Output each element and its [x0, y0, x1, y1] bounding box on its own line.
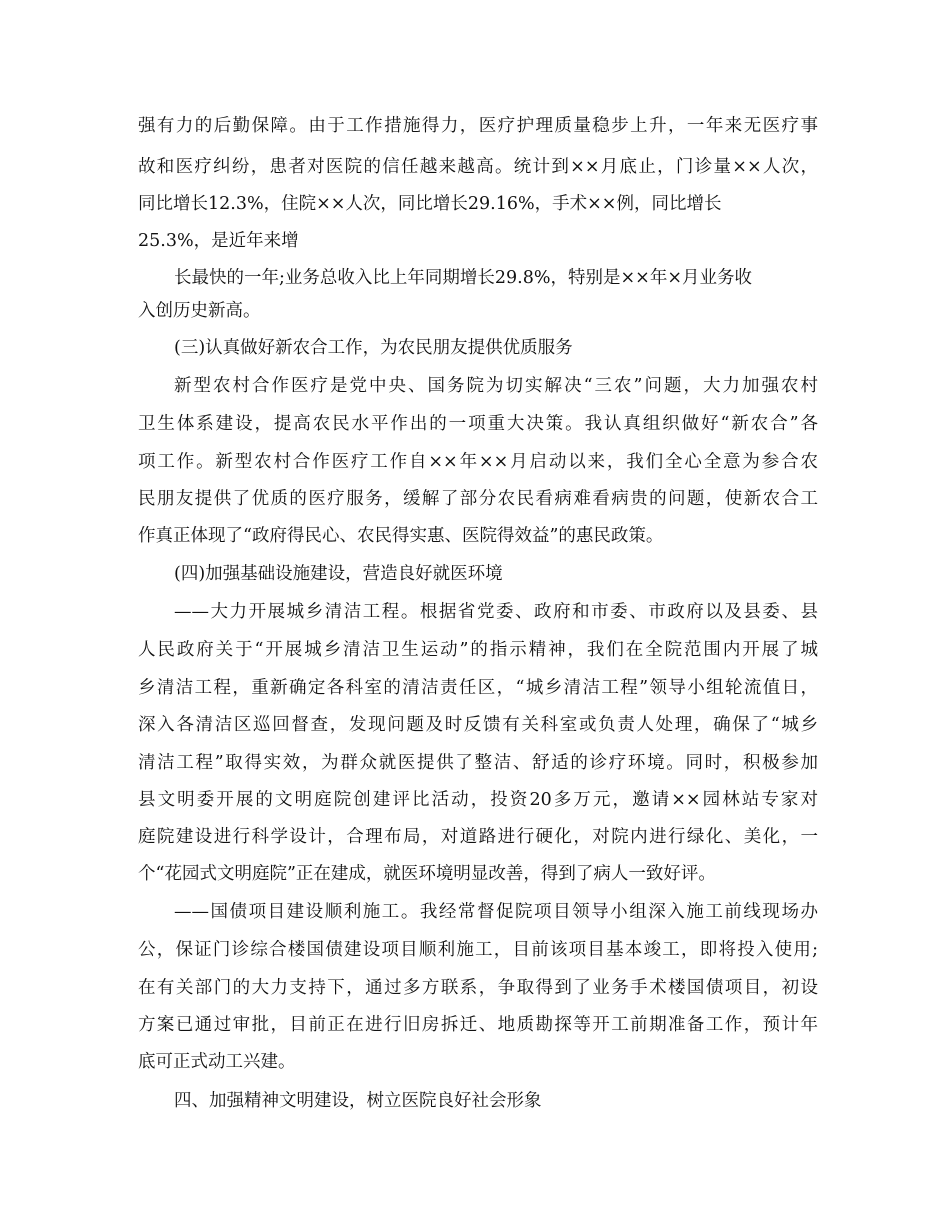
paragraph-line: 强有力的后勤保障。由于工作措施得力，医疗护理质量稳步上升，一年来无医疗事	[138, 116, 818, 136]
paragraph-line: 清洁工程”取得实效，为群众就医提供了整洁、舒适的诊疗环境。同时，积极参加	[138, 753, 818, 773]
paragraph-line: 同比增长12.3%，住院××人次，同比增长29.16%，手术××例，同比增长	[138, 194, 722, 214]
paragraph-line: 人民政府关于“开展城乡清洁卫生运动”的指示精神，我们在全院范围内开展了城	[138, 640, 818, 660]
section-heading: 四、加强精神文明建设，树立医院良好社会形象	[174, 1091, 542, 1111]
paragraph-line: ——国债项目建设顺利施工。我经常督促院项目领导小组深入施工前线现场办	[174, 902, 818, 922]
paragraph-line: 民朋友提供了优质的医疗服务，缓解了部分农民看病难看病贵的问题，使新农合工	[138, 489, 818, 509]
paragraph-line: 卫生体系建设，提高农民水平作出的一项重大决策。我认真组织做好“新农合”各	[138, 414, 818, 434]
section-heading: (三)认真做好新农合工作，为农民朋友提供优质服务	[174, 338, 573, 358]
paragraph-line: ——大力开展城乡清洁工程。根据省党委、政府和市委、市政府以及县委、县	[174, 602, 818, 622]
paragraph-line: 故和医疗纠纷，患者对医院的信任越来越高。统计到××月底止，门诊量××人次，	[138, 157, 818, 177]
paragraph-line: 长最快的一年;业务总收入比上年同期增长29.8%，特别是××年×月业务收	[174, 268, 752, 288]
paragraph-line: 底可正式动工兴建。	[138, 1052, 296, 1072]
paragraph-line: 项工作。新型农村合作医疗工作自××年××月启动以来，我们全心全意为参合农	[138, 452, 818, 472]
paragraph-line: 庭院建设进行科学设计，合理布局，对道路进行硬化，对院内进行绿化、美化，一	[138, 827, 818, 847]
paragraph-line: 公，保证门诊综合楼国债建设项目顺利施工，目前该项目基本竣工，即将投入使用;	[138, 940, 818, 960]
paragraph-line: 新型农村合作医疗是党中央、国务院为切实解决“三农”问题，大力加强农村	[174, 376, 818, 396]
paragraph-line: 乡清洁工程，重新确定各科室的清洁责任区，“城乡清洁工程”领导小组轮流值日，	[138, 678, 818, 698]
section-heading: (四)加强基础设施建设，营造良好就医环境	[174, 564, 503, 584]
paragraph-line: 方案已通过审批，目前正在进行旧房拆迁、地质勘探等开工前期准备工作，预计年	[138, 1015, 818, 1035]
paragraph-line: 个“花园式文明庭院”正在建成，就医环境明显改善，得到了病人一致好评。	[138, 864, 716, 884]
paragraph-line: 作真正体现了“政府得民心、农民得实惠、医院得效益”的惠民政策。	[138, 526, 664, 546]
paragraph-line: 县文明委开展的文明庭院创建评比活动，投资20多万元，邀请××园林站专家对	[138, 790, 818, 810]
paragraph-line: 入创历史新高。	[138, 301, 261, 321]
paragraph-line: 在有关部门的大力支持下，通过多方联系，争取得到了业务手术楼国债项目，初设	[138, 978, 818, 998]
paragraph-line: 深入各清洁区巡回督查，发现问题及时反馈有关科室或负责人处理，确保了“城乡	[138, 715, 818, 735]
paragraph-line: 25.3%，是近年来增	[138, 231, 299, 251]
